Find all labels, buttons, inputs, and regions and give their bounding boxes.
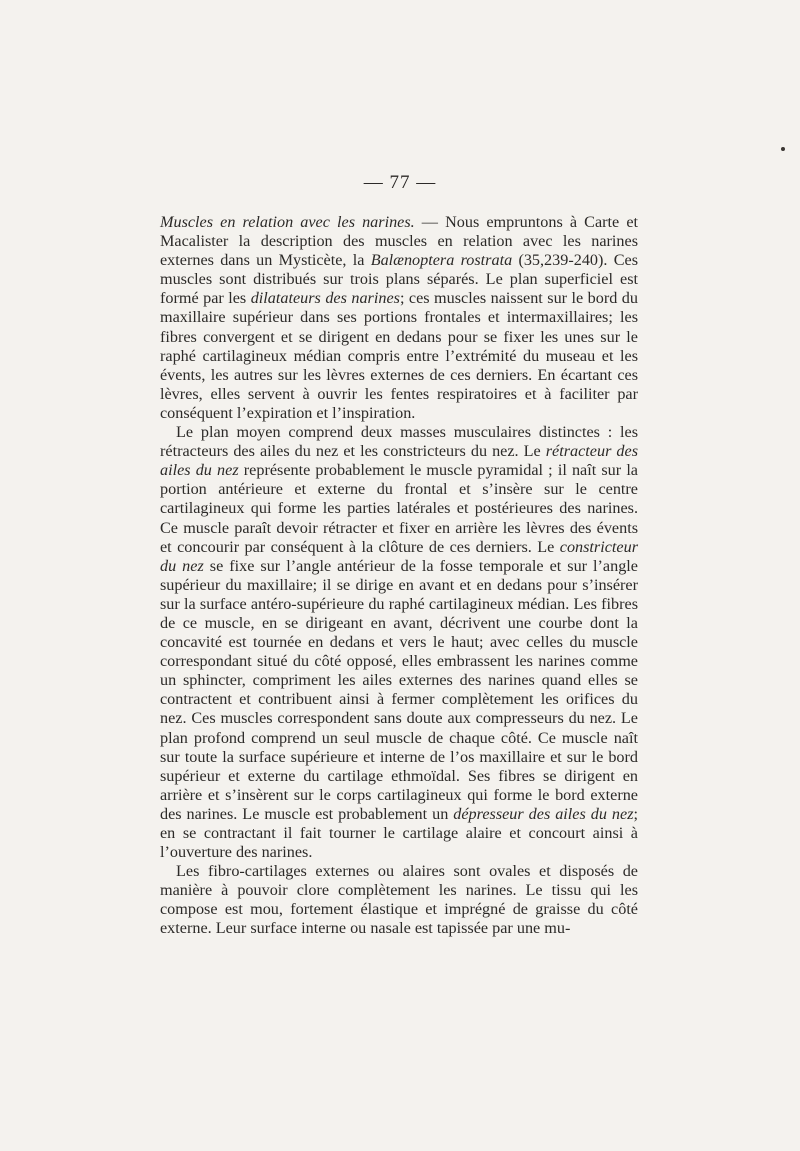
text-run: ; ces muscles naissent sur le bord du maxillaire supérieur dans ses portions frontales et intermaxillaires; les fibres convergent et se dirigent en dedans pour se fixer les unes sur le raphé cartilagineux médian compris entre l’extrémité du museau et les évents, les autres sur les lèvres externes de ces derniers. En écartant ces lèvres, elles servent à ouvrir les fentes respiratoires et à faciliter par conséquent l’expiration et l’inspiration.	[160, 289, 638, 422]
page-number: — 77 —	[363, 172, 437, 193]
text-run: représente probablement le muscle pyramidal ; il naît sur la portion antérieure et externe du frontal et s’insère sur le centre cartilagineux qui forme les parties latérales et postérieures des narines. Ce muscle paraît devoir rétracter et fixer en arrière les lèvres des évents et concourir par conséquent à la clôture de ces derniers. Le	[160, 461, 638, 556]
text-run: se fixe sur l’angle antérieur de la fosse temporale et sur l’angle supérieur du maxillaire; il se dirige en avant et en dedans pour s’insérer sur la surface antéro-supérieure du raphé cartilagineux médian. Les fibres de ce muscle, en se dirigeant en avant, décrivent une courbe dont la concavité est tournée en dedans et vers le haut; avec celles du muscle correspondant situé du côté opposé, elles embrassent les narines comme un sphincter, compriment les ailes externes des narines quand elles se contractent et contribuent ainsi à fermer complètement les orifices du nez. Ces muscles correspondent sans doute aux compresseurs du nez. Le plan profond comprend un seul muscle de chaque côté. Ce muscle naît sur toute la surface supérieure et interne de l’os maxillaire et sur le bord supérieur et externe du cartilage ethmoïdal. Ses fibres se dirigent en arrière et s’insèrent sur le corps cartilagineux qui forme le bord externe des narines. Le muscle est probablement un	[160, 556, 638, 823]
paragraph-1	[160, 213, 638, 423]
ink-speck	[781, 147, 785, 151]
muscle-name: dépresseur des ailes du nez	[453, 804, 634, 823]
muscle-name: constricteur du nez	[160, 537, 638, 575]
muscle-name: rétracteur des ailes du nez	[160, 442, 638, 480]
text-run: Le plan moyen comprend deux masses musculaires distinctes : les rétracteurs des ailes du nez et les constricteurs du nez. Le	[160, 423, 638, 461]
text-run: ; en se contractant il fait tourner le cartilage alaire et concourt ainsi à l’ouverture des narines.	[160, 804, 638, 862]
muscle-name: dilatateurs des narines	[250, 289, 400, 308]
text-run: Les fibro-cartilages externes ou alaires sont ovales et disposés de manière à pouvoir clore complètement les narines. Le tissu qui les compose est mou, fortement élastique et imprégné de graisse du côté externe. Leur surface interne ou nasale est tapissée par une mu-	[160, 862, 638, 938]
paragraph-3	[160, 862, 638, 938]
paragraph-2	[160, 423, 638, 862]
body-text	[160, 213, 638, 939]
text-run: (35,239-240). Ces muscles sont distribués sur trois plans séparés. Le plan superficiel est formé par les	[160, 251, 638, 308]
species-name: Balænoptera rostrata	[370, 251, 513, 270]
section-heading: Muscles en relation avec les narines.	[160, 213, 415, 231]
text-run: — Nous empruntons à Carte et Macalister la description des muscles en relation avec les narines externes dans un Mysticète, la	[160, 213, 639, 270]
